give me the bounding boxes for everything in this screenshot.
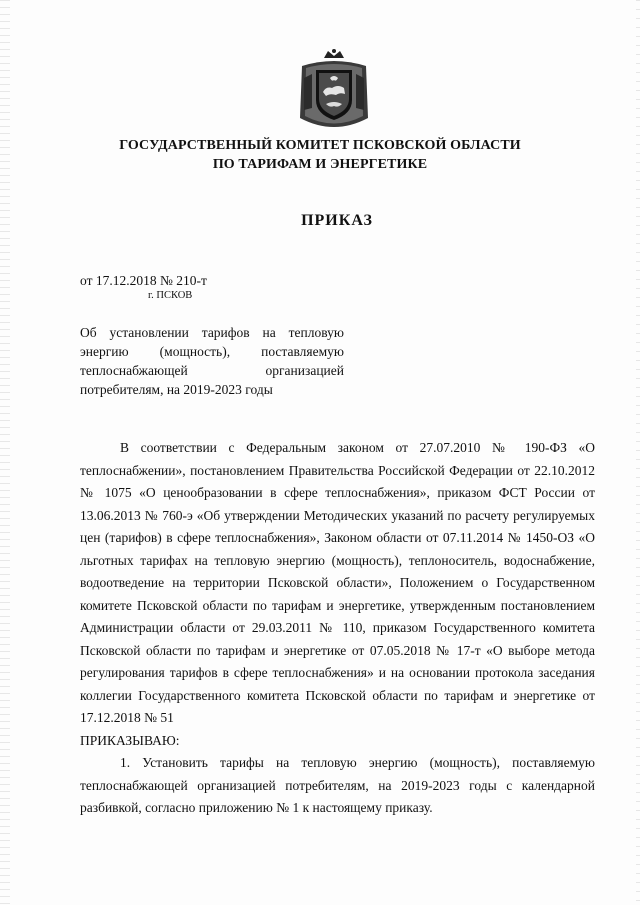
preamble-paragraph: В соответствии с Федеральным законом от 27.07.2010 № 190-ФЗ «О теплоснабжении», постановлением Правительства Российской Федерации от 22.10.2012 № 1075 «О ценообразовании в сфере теплоснабжения», приказом ФСТ России от 13.06.2013 № 760-э «Об утверждении Методических указаний по расчету регулируемых цен (тарифов) в сфере теплоснабжения», Законом области от 07.11.2014 № 1450-ОЗ «О льготных тарифах на тепловую энергию (мощность), теплоноситель, водоснабжение, водоотведение на территории Псковской области», Положением о Государственном комитете Псковской области по тарифам и энергетике, утвержденным постановлением Администрации области от 29.03.2011 № 110, приказом Государственного комитета Псковской области по тарифам и энергетике от 07.05.2018 № 17-т «О выборе метода регулирования тарифов в сфере теплоснабжения» и на основании протокола заседания коллегии Государственного комитета Псковской области по тарифам и энергетике от 17.12.2018 № 51 xyxy=(80,440,595,725)
authority-name xyxy=(0,136,640,174)
document-body xyxy=(80,437,595,820)
order-item-1: 1. Установить тарифы на тепловую энергию (мощность), поставляемую теплоснабжающей организацией потребителям, на 2019-2023 годы с календарной разбивкой, согласно приложению № 1 к настоящему приказу. xyxy=(80,755,595,815)
document-subject: Об установлении тарифов на тепловую энергию (мощность), поставляемую теплоснабжающей организацией потребителям, на 2019-2023 годы xyxy=(80,325,344,397)
document-city: г. ПСКОВ xyxy=(148,290,193,301)
authority-line-2: ПО ТАРИФАМ И ЭНЕРГЕТИКЕ xyxy=(212,157,428,172)
order-word: ПРИКАЗЫВАЮ: xyxy=(80,732,180,748)
document-type: ПРИКАЗ xyxy=(301,212,373,229)
document-date-number: от 17.12.2018 № 210-т xyxy=(80,273,207,288)
pskov-region-coat-of-arms-icon xyxy=(296,48,372,136)
authority-line-1: ГОСУДАРСТВЕННЫЙ КОМИТЕТ ПСКОВСКОЙ ОБЛАСТИ xyxy=(119,138,521,153)
